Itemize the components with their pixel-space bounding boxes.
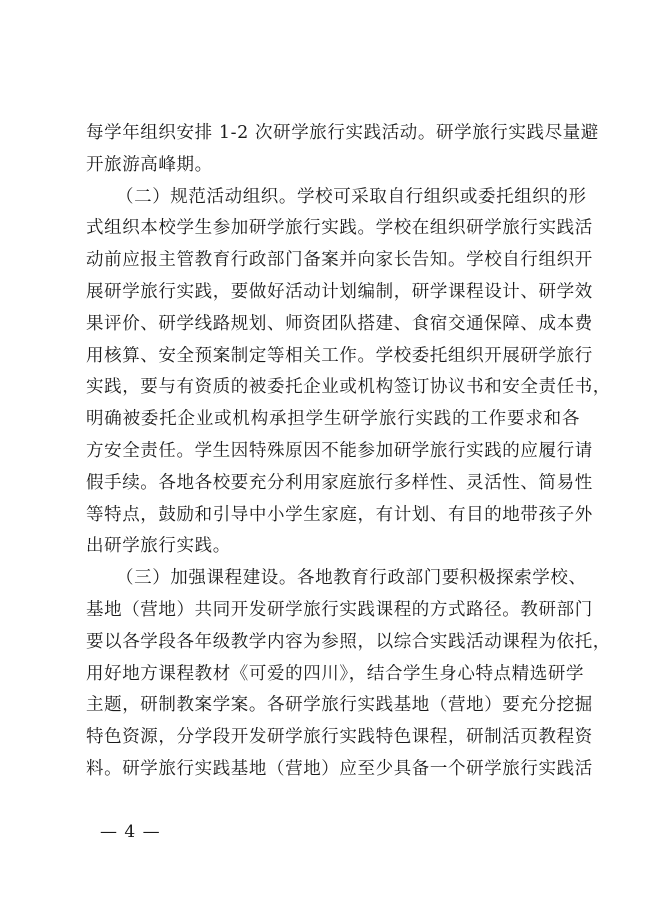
text-line: （二）规范活动组织。学校可采取自行组织或委托组织的形 bbox=[116, 186, 587, 207]
text-line: 出研学旅行实践。 bbox=[86, 536, 231, 557]
text-line: 明确被委托企业或机构承担学生研学旅行实践的工作要求和各 bbox=[86, 409, 580, 430]
text-line: 开旅游高峰期。 bbox=[86, 154, 213, 175]
text-line: 用核算、安全预案制定等相关工作。学校委托组织开展研学旅行 bbox=[86, 345, 593, 366]
text-line: 每学年组织安排 1-2 次研学旅行实践活动。研学旅行实践尽量避 bbox=[86, 123, 599, 143]
text-line: 果评价、研学线路规划、师资团队搭建、食宿交通保障、成本费 bbox=[86, 313, 593, 334]
text-line: 方安全责任。学生因特殊原因不能参加研学旅行实践的应履行请 bbox=[86, 440, 593, 461]
text-line: 等特点，鼓励和引导中小学生家庭，有计划、有目的地带孩子外 bbox=[86, 504, 593, 525]
page-number: — 4 — bbox=[100, 822, 161, 842]
text-line: （三）加强课程建设。各地教育行政部门要积极探索学校、 bbox=[116, 568, 587, 589]
text-line: 要以各学段各年级教学内容为参照，以综合实践活动课程为依托， bbox=[86, 631, 611, 652]
text-line: 实践，要与有资质的被委托企业或机构签订协议书和安全责任书， bbox=[86, 377, 611, 398]
text-line: 式组织本校学生参加研学旅行实践。学校在组织研学旅行实践活 bbox=[86, 218, 593, 239]
text-line: 假手续。各地各校要充分利用家庭旅行多样性、灵活性、简易性 bbox=[86, 472, 593, 493]
body-text bbox=[86, 118, 611, 786]
text-line: 动前应报主管教育行政部门备案并向家长告知。学校自行组织开 bbox=[86, 250, 593, 271]
text-line: 基地（营地）共同开发研学旅行实践课程的方式路径。教研部门 bbox=[86, 599, 593, 620]
text-line: 主题，研制教案学案。各研学旅行实践基地（营地）要充分挖掘 bbox=[86, 695, 593, 716]
text-line: 料。研学旅行实践基地（营地）应至少具备一个研学旅行实践活 bbox=[86, 758, 593, 779]
text-line: 用好地方课程教材《可爱的四川》，结合学生身心特点精选研学 bbox=[86, 663, 585, 684]
text-line: 特色资源，分学段开发研学旅行实践特色课程，研制活页教程资 bbox=[86, 727, 593, 748]
text-line: 展研学旅行实践，要做好活动计划编制，研学课程设计、研学效 bbox=[86, 281, 593, 302]
